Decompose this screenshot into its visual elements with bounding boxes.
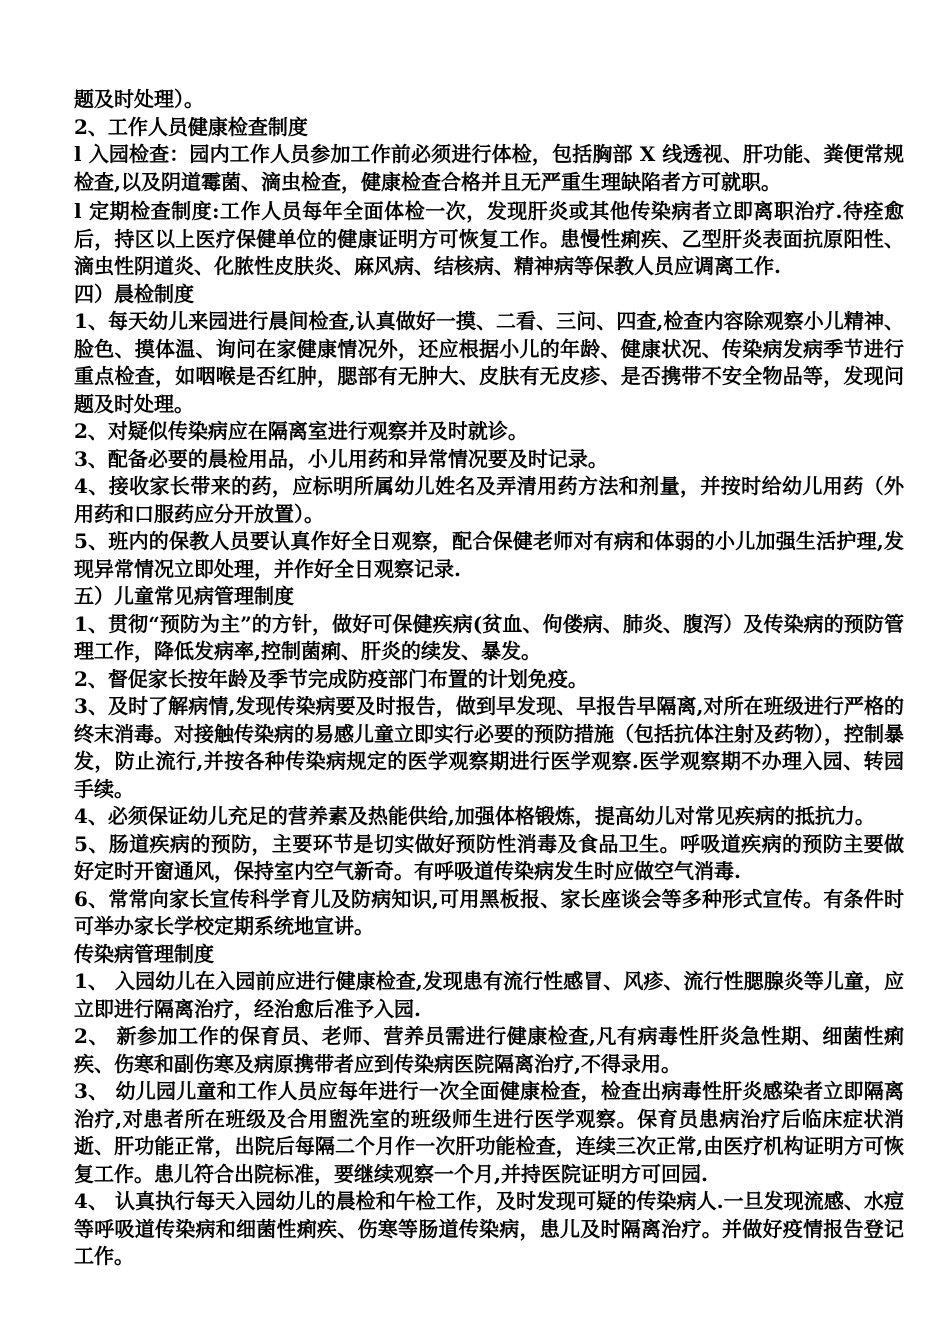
paragraph-morning-check-1: 1、每天幼儿来园进行晨间检查,认真做好一摸、二看、三问、四查,检查内容除观察小儿精神、脸色、摸体温、询问在家健康情况外，还应根据小儿的年龄、健康状况、传染病发病季节进行重点检查，如咽喉是否红肿，腮部有无肿大、皮肤有无皮疹、是否携带不安全物品等，发现问题及时处理。 (74, 309, 904, 416)
paragraph-entry-check: l 入园检查：园内工作人员参加工作前必须进行体检，包括胸部 X 线透视、肝功能、粪便常规检查,以及阴道霉菌、滴虫检查，健康检查合格并且无严重生理缺陷者方可就职。 (74, 142, 904, 194)
paragraph-infectious-4: 4、 认真执行每天入园幼儿的晨检和午检工作，及时发现可疑的传染病人.一旦发现流感、水痘等呼吸道传染病和细菌性痢疾、伤寒等肠道传染病，患儿及时隔离治疗。并做好疫情报告登记工作。 (74, 1189, 904, 1268)
heading-common-disease: 五）儿童常见病管理制度 (74, 584, 294, 608)
paragraph-common-disease-6: 6、常常向家长宣传科学育儿及防病知识,可用黑板报、家长座谈会等多种形式宣传。有条件时可举办家长学校定期系统地宣讲。 (74, 886, 904, 938)
paragraph-common-disease-3: 3、及时了解病情,发现传染病要及时报告，做到早发现、早报告早隔离,对所在班级进行严格的终末消毒。对接触传染病的易感儿童立即实行必要的预防措施（包括抗体注射及药物），控制暴发，防止流行,并按各种传染病规定的医学观察期进行医学观察.医学观察期不办理入园、转园手续。 (74, 694, 904, 801)
paragraph-infectious-3: 3、 幼儿园儿童和工作人员应每年进行一次全面健康检查，检查出病毒性肝炎感染者立即隔离治疗,对患者所在班级及合用盥洗室的班级师生进行医学观察。保育员患病治疗后临床症状消逝、肝功能正常，出院后每隔二个月作一次肝功能检查，连续三次正常,由医疗机构证明方可恢复工作。患儿符合出院标准，要继续观察一个月,并持医院证明方可回园. (74, 1079, 904, 1186)
paragraph-common-disease-2: 2、督促家长按年龄及季节完成防疫部门布置的计划免疫。 (74, 666, 588, 691)
document-body (74, 86, 904, 1271)
paragraph-common-disease-4: 4、必须保证幼儿充足的营养素及热能供给,加强体格锻炼，提高幼儿对常见疾病的抵抗力。 (74, 804, 875, 828)
paragraph-infectious-2: 2、 新参加工作的保育员、老师、营养员需进行健康检查,凡有病毒性肝炎急性期、细菌性痢疾、伤寒和副伤寒及病原携带者应到传染病医院隔离治疗,不得录用。 (74, 1024, 904, 1076)
paragraph-morning-check-3: 3、配备必要的晨检用品，小儿用药和异常情况要及时记录。 (74, 446, 608, 471)
heading-morning-check: 四）晨检制度 (74, 281, 194, 306)
paragraph-morning-check-5: 5、班内的保教人员要认真作好全日观察，配合保健老师对有病和体弱的小儿加强生活护理,发现异常情况立即处理，并作好全日观察记录. (74, 529, 904, 581)
paragraph-periodic-check: l 定期检查制度:工作人员每年全面体检一次，发现肝炎或其他传染病者立即离职治疗.待痊愈后，持区以上医疗保健单位的健康证明方可恢复工作。患慢性痢疾、乙型肝炎表面抗原阳性、滴虫性阴道炎、化脓性皮肤炎、麻风病、结核病、精神病等保教人员应调离工作. (74, 199, 904, 278)
paragraph-morning-check-4: 4、接收家长带来的药，应标明所属幼儿姓名及弄清用药方法和剂量，并按时给幼儿用药（外用药和口服药应分开放置）。 (74, 474, 904, 526)
paragraph-infectious-1: 1、 入园幼儿在入园前应进行健康检查,发现患有流行性感冒、风疹、流行性腮腺炎等儿童，应立即进行隔离治疗，经治愈后准予入园. (74, 969, 904, 1021)
paragraph-morning-check-2: 2、对疑似传染病应在隔离室进行观察并及时就诊。 (74, 419, 528, 443)
heading-infectious-disease: 传染病管理制度 (74, 941, 214, 966)
heading-staff-health-check: 2、工作人员健康检查制度 (74, 114, 308, 139)
paragraph-common-disease-1: 1、贯彻“预防为主”的方针，做好可保健疾病(贫血、佝偻病、肺炎、腹泻）及传染病的预防管理工作，降低发病率,控制菌痢、肝炎的续发、暴发。 (74, 611, 904, 663)
paragraph-continuation: 题及时处理）。 (74, 87, 204, 111)
paragraph-common-disease-5: 5、肠道疾病的预防，主要环节是切实做好预防性消毒及食品卫生。呼吸道疾病的预防主要做好定时开窗通风，保持室内空气新奇。有呼吸道传染病发生时应做空气消毒. (74, 831, 904, 883)
